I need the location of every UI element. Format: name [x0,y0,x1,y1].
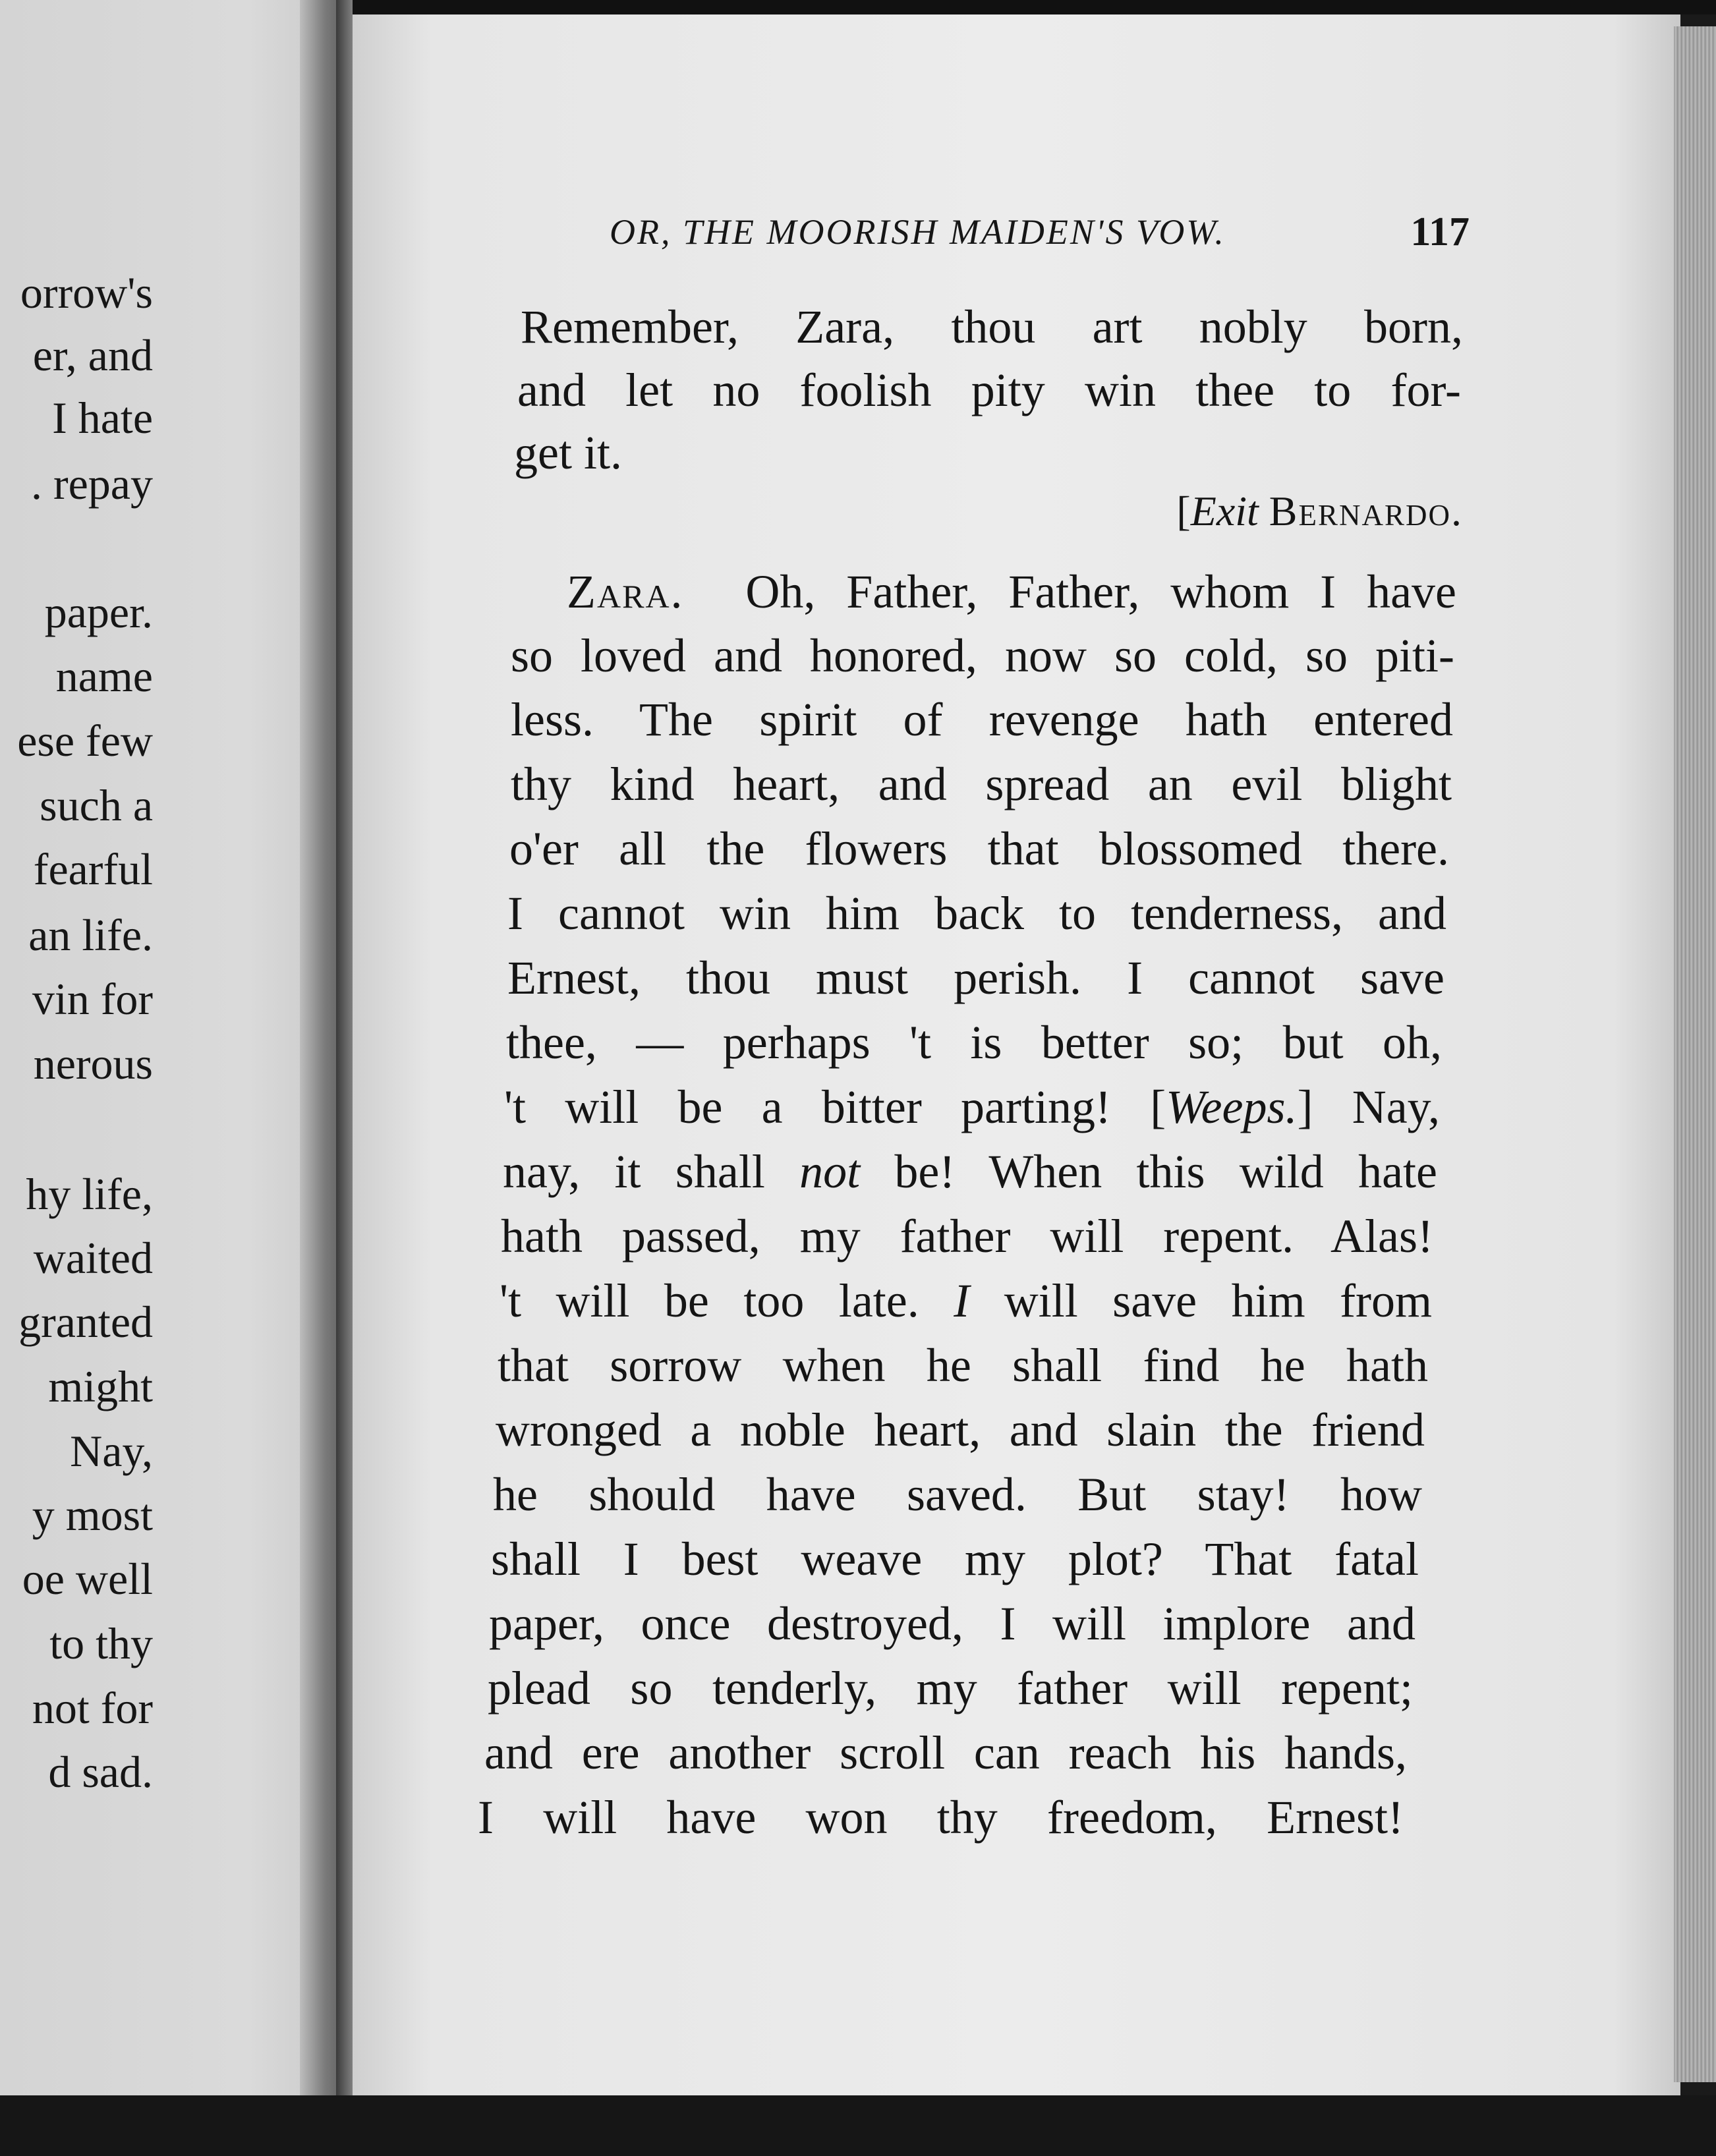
running-head [610,206,1470,258]
left-line: not for [32,1683,153,1733]
text-line: and ere another scroll can reach his hands, [484,1726,1407,1779]
text-line: so loved and honored, now so cold, so piti- [511,629,1454,682]
stage-direction-weeps: Weeps. [1166,1081,1298,1133]
scan-top-border [353,0,1716,14]
left-line: I hate [52,393,153,443]
left-line: vin for [32,974,153,1024]
text-line: Remember, Zara, thou art nobly born, [521,300,1463,353]
text-line [500,1274,1432,1327]
text-line: that sorrow when he shall find he hath [498,1339,1428,1392]
text-line [503,1145,1437,1198]
left-line: such a [40,780,153,830]
left-line: orrow's [20,268,153,318]
left-line: granted [18,1297,153,1347]
emphasis: I [954,1274,970,1327]
text-segment: 't will be too late. [500,1274,919,1327]
text-line: shall I best weave my plot? That fatal [491,1533,1419,1585]
text-line: o'er all the flowers that blossomed there. [509,822,1449,875]
text-line: paper, once destroyed, I will implore and [489,1597,1416,1650]
stage-direction-exit: Exit [1190,488,1259,534]
text-line: plead so tenderly, my father will repent; [488,1662,1413,1715]
left-line: name [55,651,153,701]
left-line: nerous [33,1038,153,1089]
text-line: he should have saved. But stay! how [493,1468,1422,1521]
stage-direction [1094,485,1463,538]
bracket: [ [1176,488,1191,534]
text-line: Ernest, thou must perish. I cannot save [507,951,1444,1004]
text-line: thee, — perhaps 't is better so; but oh, [506,1016,1442,1069]
running-head-title: OR, THE MOORISH MAIDEN'S VOW. [610,212,1226,252]
left-line: er, and [32,330,153,380]
left-line: d sad. [48,1747,153,1797]
text-line: and let no foolish pity win thee to for- [517,364,1461,416]
left-line: might [48,1361,153,1411]
text-line: hath passed, my father will repent. Alas! [501,1210,1433,1262]
scan-bottom-border [0,2095,1716,2156]
left-line: fearful [33,844,153,894]
speech-text: Oh, Father, Father, whom I have [745,565,1456,618]
text-segment: 't will be a bitter parting! [ [504,1081,1166,1133]
character-name: Bernardo. [1269,488,1463,534]
text-line: less. The spirit of revenge hath entered [511,693,1453,746]
text-line: I cannot win him back to tenderness, and [507,887,1446,940]
left-line: paper. [44,587,153,637]
text-line: thy kind heart, and spread an evil blight [511,758,1452,810]
left-line: ese few [17,716,153,766]
emphasis: not [799,1145,861,1198]
left-line: waited [33,1233,153,1283]
text-line: wronged a noble heart, and slain the friend [496,1404,1425,1456]
text-segment: will save him from [1004,1274,1433,1327]
page-fore-edge [1674,26,1716,2082]
book-gutter [336,0,355,2095]
left-line: to thy [49,1618,153,1668]
text-line: I will have won thy freedom, Ernest! [478,1791,1404,1844]
left-line: y most [32,1490,153,1540]
page-number: 117 [1410,210,1470,254]
left-line: hy life, [26,1169,153,1219]
left-line: Nay, [70,1426,153,1476]
text-segment: nay, it shall [503,1145,765,1198]
left-line: an life. [28,910,153,960]
text-segment: be! When this wild hate [894,1145,1438,1198]
text-segment: ] Nay, [1297,1081,1440,1133]
speech-first-line [567,565,1456,618]
left-line: . repay [30,459,153,509]
text-line: get it. [514,426,622,479]
text-line [504,1081,1440,1133]
left-line: oe well [22,1554,153,1604]
speaker-name: Zara. [567,565,684,618]
